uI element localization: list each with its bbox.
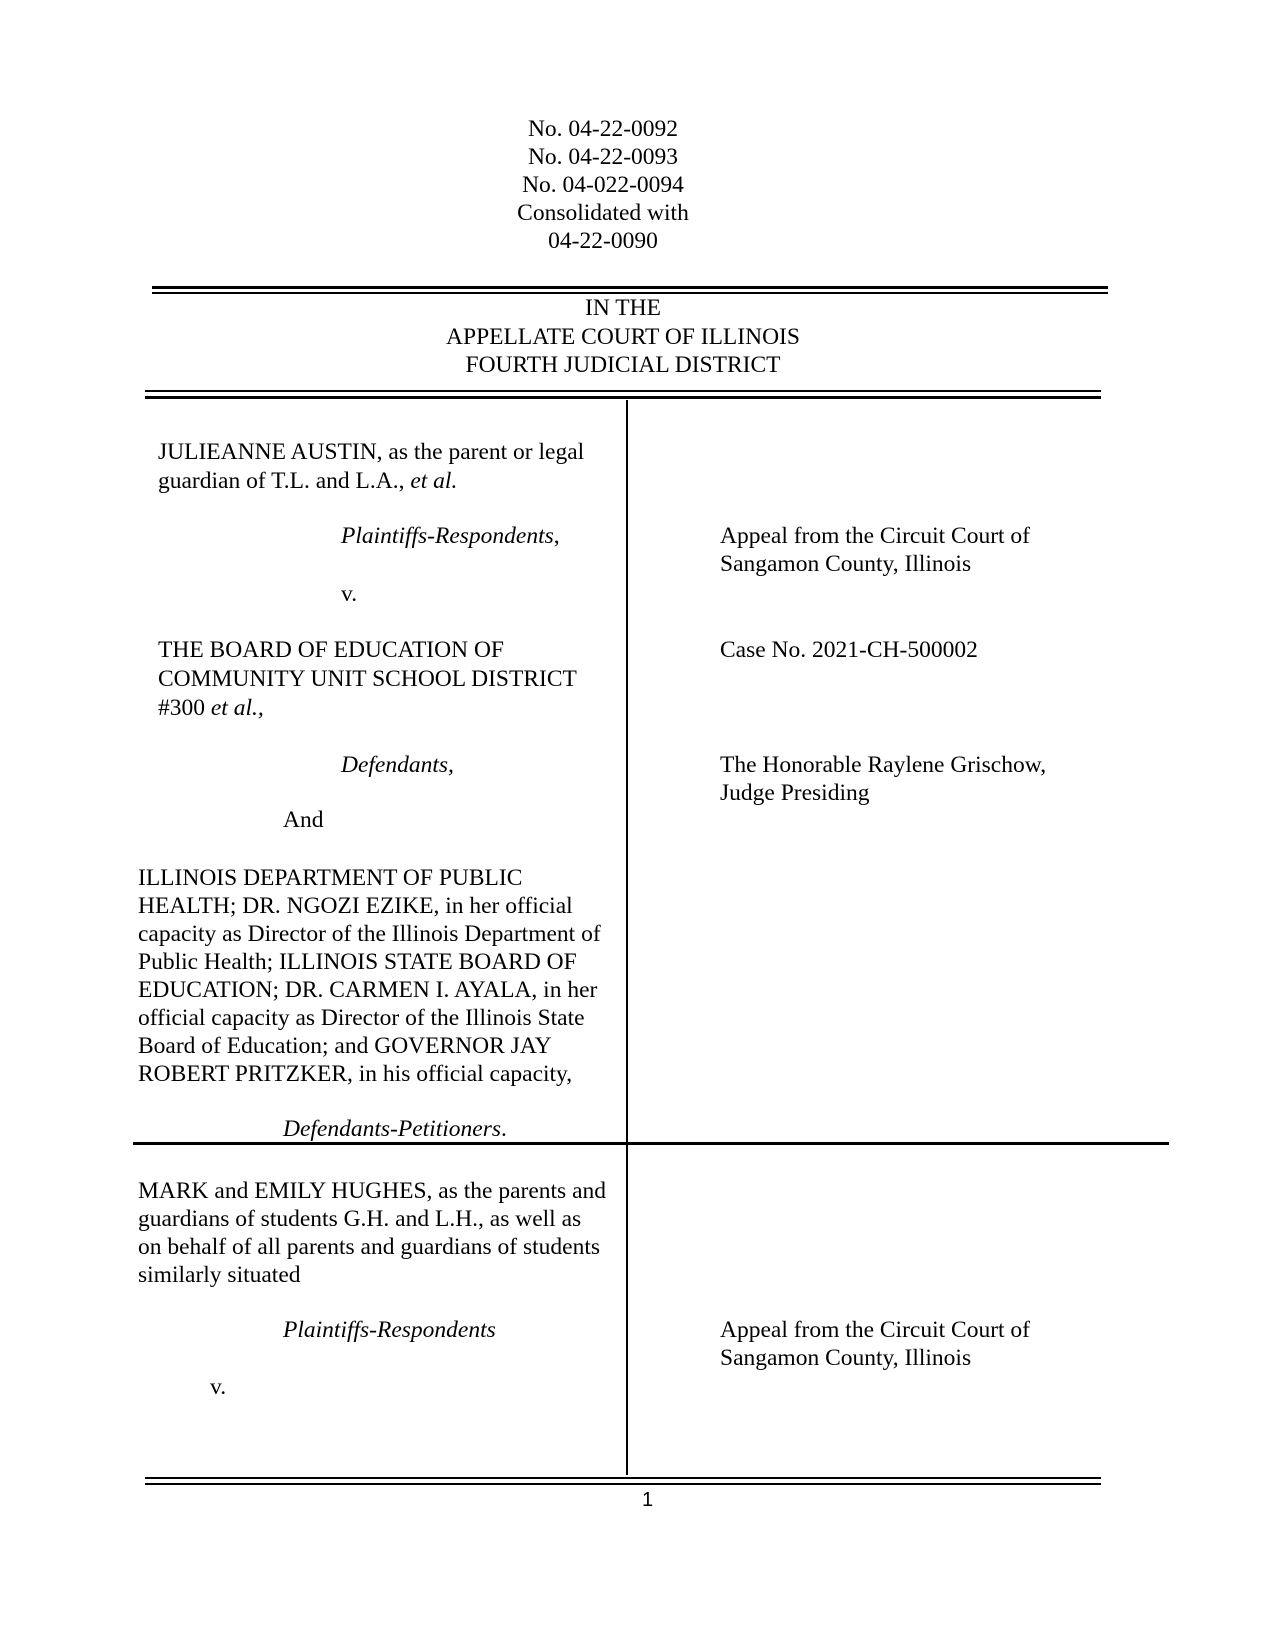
plaintiff-line: MARK and EMILY HUGHES, as the parents and — [138, 1178, 607, 1204]
case-number: No. 04-022-0094 — [522, 172, 684, 198]
state-defendant-line: ILLINOIS DEPARTMENT OF PUBLIC — [138, 865, 523, 891]
page-number: 1 — [642, 1489, 654, 1511]
state-defendant-line: Public Health; ILLINOIS STATE BOARD OF — [138, 949, 577, 975]
defendant-name-cont: COMMUNITY UNIT SCHOOL DISTRICT — [158, 666, 577, 692]
rule-double-mid-thick — [145, 396, 1101, 399]
state-defendant-line: HEALTH; DR. NGOZI EZIKE, in her official — [138, 893, 573, 919]
case-number: No. 04-22-0093 — [527, 144, 679, 170]
versus: v. — [210, 1374, 227, 1400]
court-line-in-the: IN THE — [585, 295, 661, 321]
court-district: FOURTH JUDICIAL DISTRICT — [465, 352, 781, 378]
state-defendant-role: Defendants-Petitioners. — [283, 1116, 507, 1142]
state-defendant-line: ROBERT PRITZKER, in his official capacity, — [138, 1061, 573, 1087]
defendant-role: Defendants, — [341, 752, 454, 778]
state-defendant-line: capacity as Director of the Illinois Department of — [138, 921, 601, 947]
plaintiff-role: Plaintiffs-Respondents — [283, 1317, 496, 1343]
court-name: APPELLATE COURT OF ILLINOIS — [446, 324, 800, 350]
state-defendant-line: EDUCATION; DR. CARMEN I. AYALA, in her — [138, 977, 598, 1003]
defendant-name-cont: #300 et al., — [158, 695, 264, 721]
state-defendant-line: Board of Education; and GOVERNOR JAY — [138, 1033, 552, 1059]
versus: v. — [341, 581, 358, 607]
plaintiff-role: Plaintiffs-Respondents, — [341, 523, 560, 549]
appeal-from: Appeal from the Circuit Court of — [720, 1317, 1030, 1343]
rule-double-top — [152, 286, 1108, 289]
appeal-county: Sangamon County, Illinois — [720, 551, 972, 577]
rule-double-bottom — [145, 1477, 1101, 1479]
plaintiff-line: guardians of students G.H. and L.H., as well as — [138, 1206, 582, 1232]
judge-title: Judge Presiding — [720, 780, 870, 806]
plaintiff-line: on behalf of all parents and guardians of students — [138, 1234, 601, 1260]
rule-double-bottom-2 — [145, 1483, 1101, 1485]
plaintiff-name-cont: guardian of T.L. and L.A., et al. — [158, 468, 458, 494]
and-label: And — [283, 807, 324, 833]
consolidated-label: Consolidated with — [517, 200, 689, 226]
caption-separator — [133, 1142, 1169, 1145]
judge-name: The Honorable Raylene Grischow, — [720, 752, 1047, 778]
consolidated-case-number: 04-22-0090 — [548, 228, 658, 254]
plaintiff-name: JULIEANNE AUSTIN, as the parent or legal — [158, 439, 585, 465]
defendant-name: THE BOARD OF EDUCATION OF — [158, 637, 504, 663]
rule-double-mid — [145, 390, 1101, 392]
circuit-case-number: Case No. 2021-CH-500002 — [720, 637, 978, 663]
appeal-county: Sangamon County, Illinois — [720, 1345, 972, 1371]
caption-divider — [626, 400, 628, 1475]
plaintiff-line: similarly situated — [138, 1262, 301, 1288]
case-number: No. 04-22-0092 — [527, 116, 679, 142]
appeal-from: Appeal from the Circuit Court of — [720, 523, 1030, 549]
state-defendant-line: official capacity as Director of the Illinois State — [138, 1005, 585, 1031]
